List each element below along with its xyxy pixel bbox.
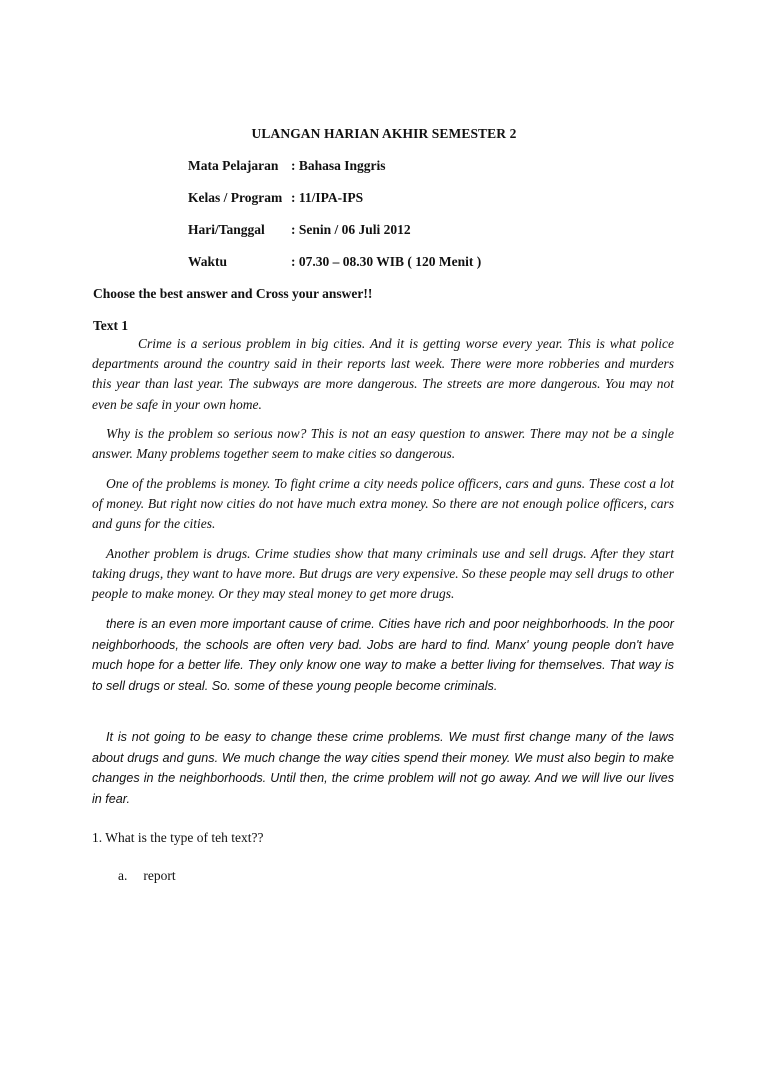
instruction: Choose the best answer and Cross your answer!! <box>93 286 373 301</box>
meta-label: Waktu <box>188 254 228 269</box>
option-letter: a. <box>118 868 128 883</box>
meta-value: : 07.30 – 08.30 WIB ( 120 Menit ) <box>291 254 482 269</box>
meta-value: : Senin / 06 Juli 2012 <box>291 222 411 237</box>
exam-title: ULANGAN HARIAN AKHIR SEMESTER 2 <box>251 126 517 141</box>
meta-label: Hari/Tanggal <box>188 222 265 237</box>
answer-option-a[interactable] <box>118 868 176 884</box>
paragraph: One of the problems is money. To fight crime a city needs police officers, cars and guns. These cost a lot of money. But right now cities do not have much extra money. So there are not enough police officers, cars and guns for the cities. <box>92 476 674 532</box>
meta-label: Kelas / Program <box>188 190 283 205</box>
text-heading: Text 1 <box>93 318 129 333</box>
paragraph: Another problem is drugs. Crime studies show that many criminals use and sell drugs. After they start taking drugs, they want to have more. But drugs are very expensive. So these people may sell drugs to other people to make money. Or they may steal money to get more drugs. <box>92 546 674 602</box>
meta-row-date <box>188 222 411 238</box>
paragraph: there is an even more important cause of crime. Cities have rich and poor neighborhoods. In the poor neighborhoods, the schools are often very bad. Jobs are hard to find. Manx' young people don't have much hope for a better life. They only know one way to make a better living for themselves. That way is to sell drugs or steal. So. some of these young people become criminals. <box>92 617 674 693</box>
meta-row-time <box>188 254 482 270</box>
meta-value: : Bahasa Inggris <box>291 158 386 173</box>
meta-label: Mata Pelajaran <box>188 158 279 173</box>
option-text: report <box>143 868 176 883</box>
question-1: 1. What is the type of teh text?? <box>92 830 264 845</box>
paragraph: Crime is a serious problem in big cities. And it is getting worse every year. This is what police departments around the country said in their reports last week. There were more robberies and murders this year than last year. The subways are more dangerous. The streets are more dangerous. You may not even be safe in your own home. <box>92 336 674 412</box>
meta-row-subject <box>188 158 386 174</box>
paragraph: Why is the problem so serious now? This is not an easy question to answer. There may not be a single answer. Many problems together seem to make cities so dangerous. <box>92 426 674 462</box>
meta-row-class <box>188 190 364 206</box>
meta-value: : 11/IPA-IPS <box>291 190 364 205</box>
paragraph: It is not going to be easy to change these crime problems. We must first change many of the laws about drugs and guns. We much change the way cities spend their money. We must also begin to make changes in the neighborhoods. Until then, the crime problem will not go away. And we will live our lives in fear. <box>92 730 674 806</box>
